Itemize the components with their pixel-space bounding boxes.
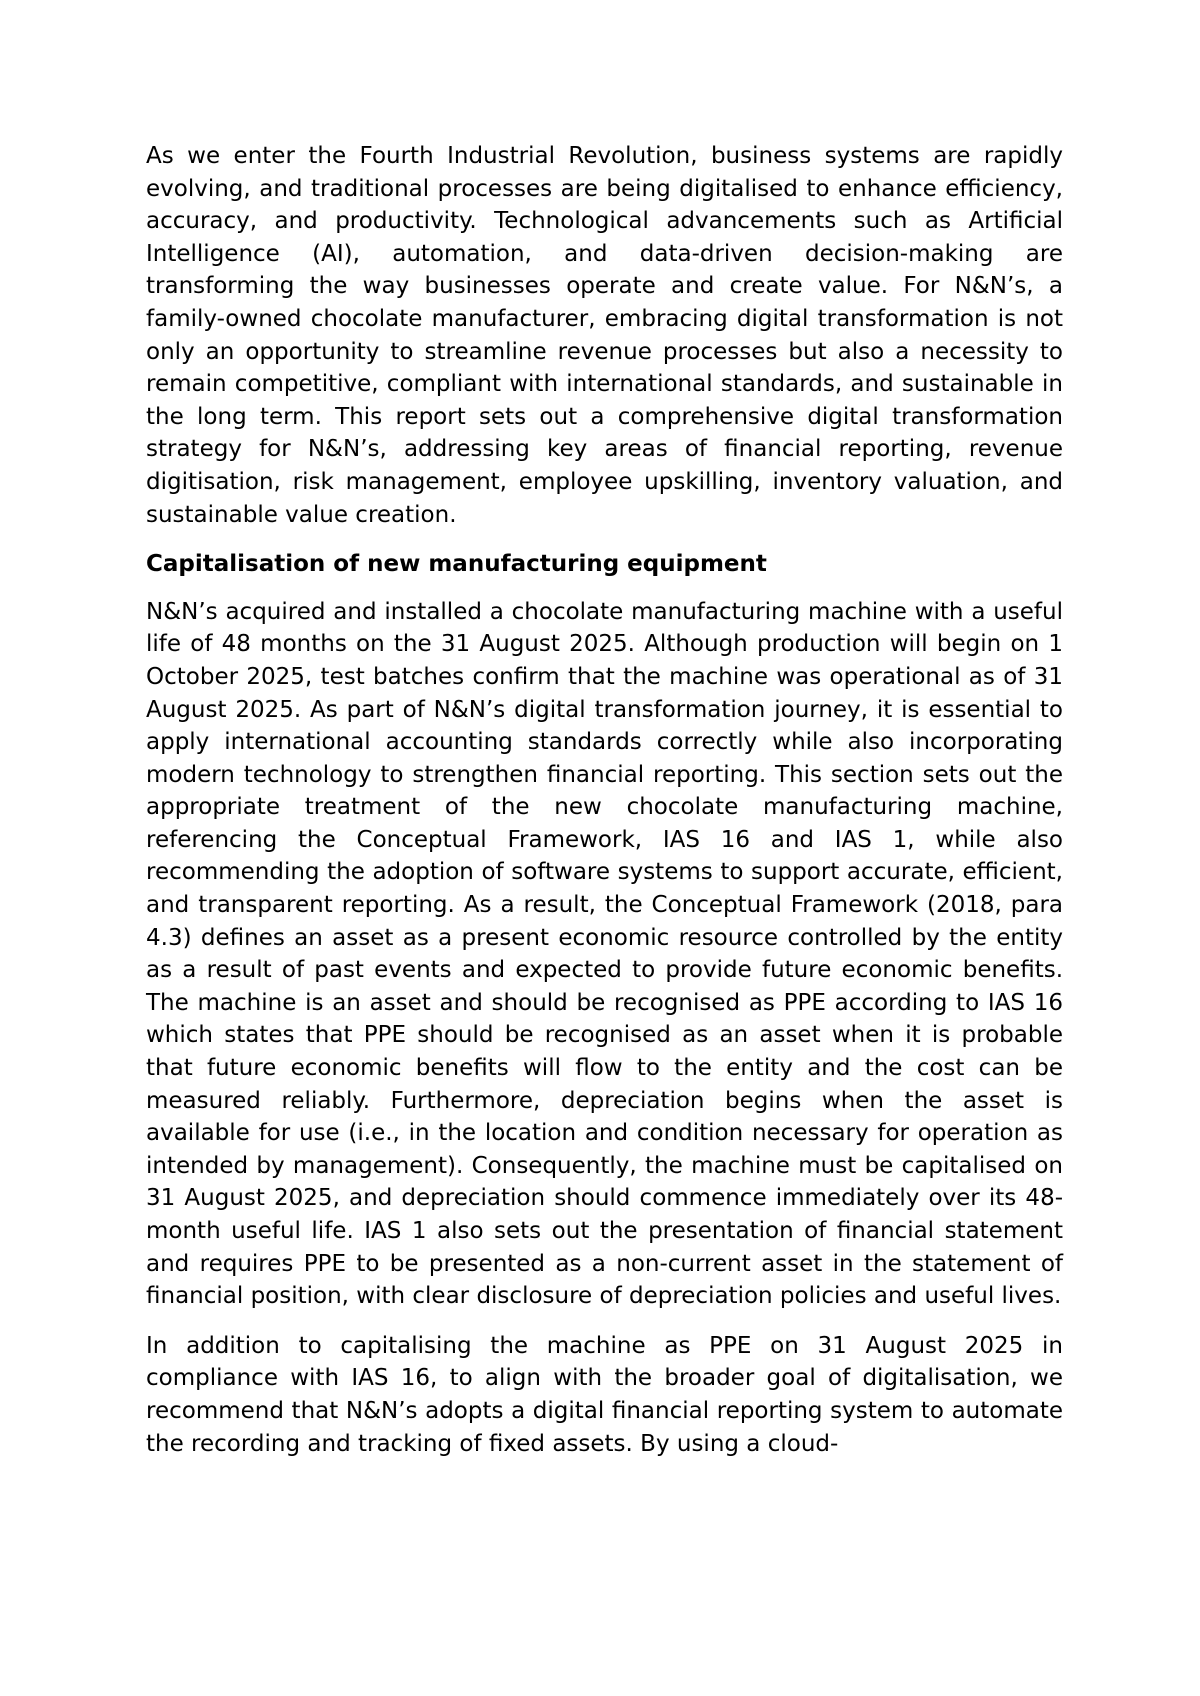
section-heading: Capitalisation of new manufacturing equipment xyxy=(146,551,767,578)
document-body xyxy=(146,140,1063,1477)
section-paragraph-2: In addition to capitalising the machine as PPE on 31 August 2025 in compliance with IAS 16, to align with the broader goal of digitalisation, we recommend that N&N’s adopts a digital financial reporting system to automate the recording and tracking of fixed assets. By using a cloud- xyxy=(146,1332,1063,1457)
section-paragraph-1: N&N’s acquired and installed a chocolate manufacturing machine with a useful life of 48 months on the 31 August 2025. Although production will begin on 1 October 2025, test batches confirm that the machine was operational as of 31 August 2025. As part of N&N’s digital transformation journey, it is essential to apply international accounting standards correctly while also incorporating modern technology to strengthen financial reporting. This section sets out the appropriate treatment of the new chocolate manufacturing machine, referencing the Conceptual Framework, IAS 16 and IAS 1, while also recommending the adoption of software systems to support accurate, efficient, and transparent reporting. As a result, the Conceptual Framework (2018, para 4.3) defines an asset as a present economic resource controlled by the entity as a result of past events and expected to provide future economic benefits. The machine is an asset and should be recognised as PPE according to IAS 16 which states that PPE should be recognised as an asset when it is probable that future economic benefits will flow to the entity and the cost can be measured reliably. Furthermore, depreciation begins when the asset is available for use (i.e., in the location and condition necessary for operation as intended by management). Consequently, the machine must be capitalised on 31 August 2025, and depreciation should commence immediately over its 48-month useful life. IAS 1 also sets out the presentation of financial statement and requires PPE to be presented as a non-current asset in the statement of financial position, with clear disclosure of depreciation policies and useful lives. xyxy=(146,598,1063,1310)
intro-paragraph: As we enter the Fourth Industrial Revolution, business systems are rapidly evolving, and traditional processes are being digitalised to enhance efficiency, accuracy, and productivity. Technological advancements such as Artificial Intelligence (AI), automation, and data-driven decision-making are transforming the way businesses operate and create value. For N&N’s, a family-owned chocolate manufacturer, embracing digital transformation is not only an opportunity to streamline revenue processes but also a necessity to remain competitive, compliant with international standards, and sustainable in the long term. This report sets out a comprehensive digital transformation strategy for N&N’s, addressing key areas of financial reporting, revenue digitisation, risk management, employee upskilling, inventory valuation, and sustainable value creation. xyxy=(146,143,1063,528)
